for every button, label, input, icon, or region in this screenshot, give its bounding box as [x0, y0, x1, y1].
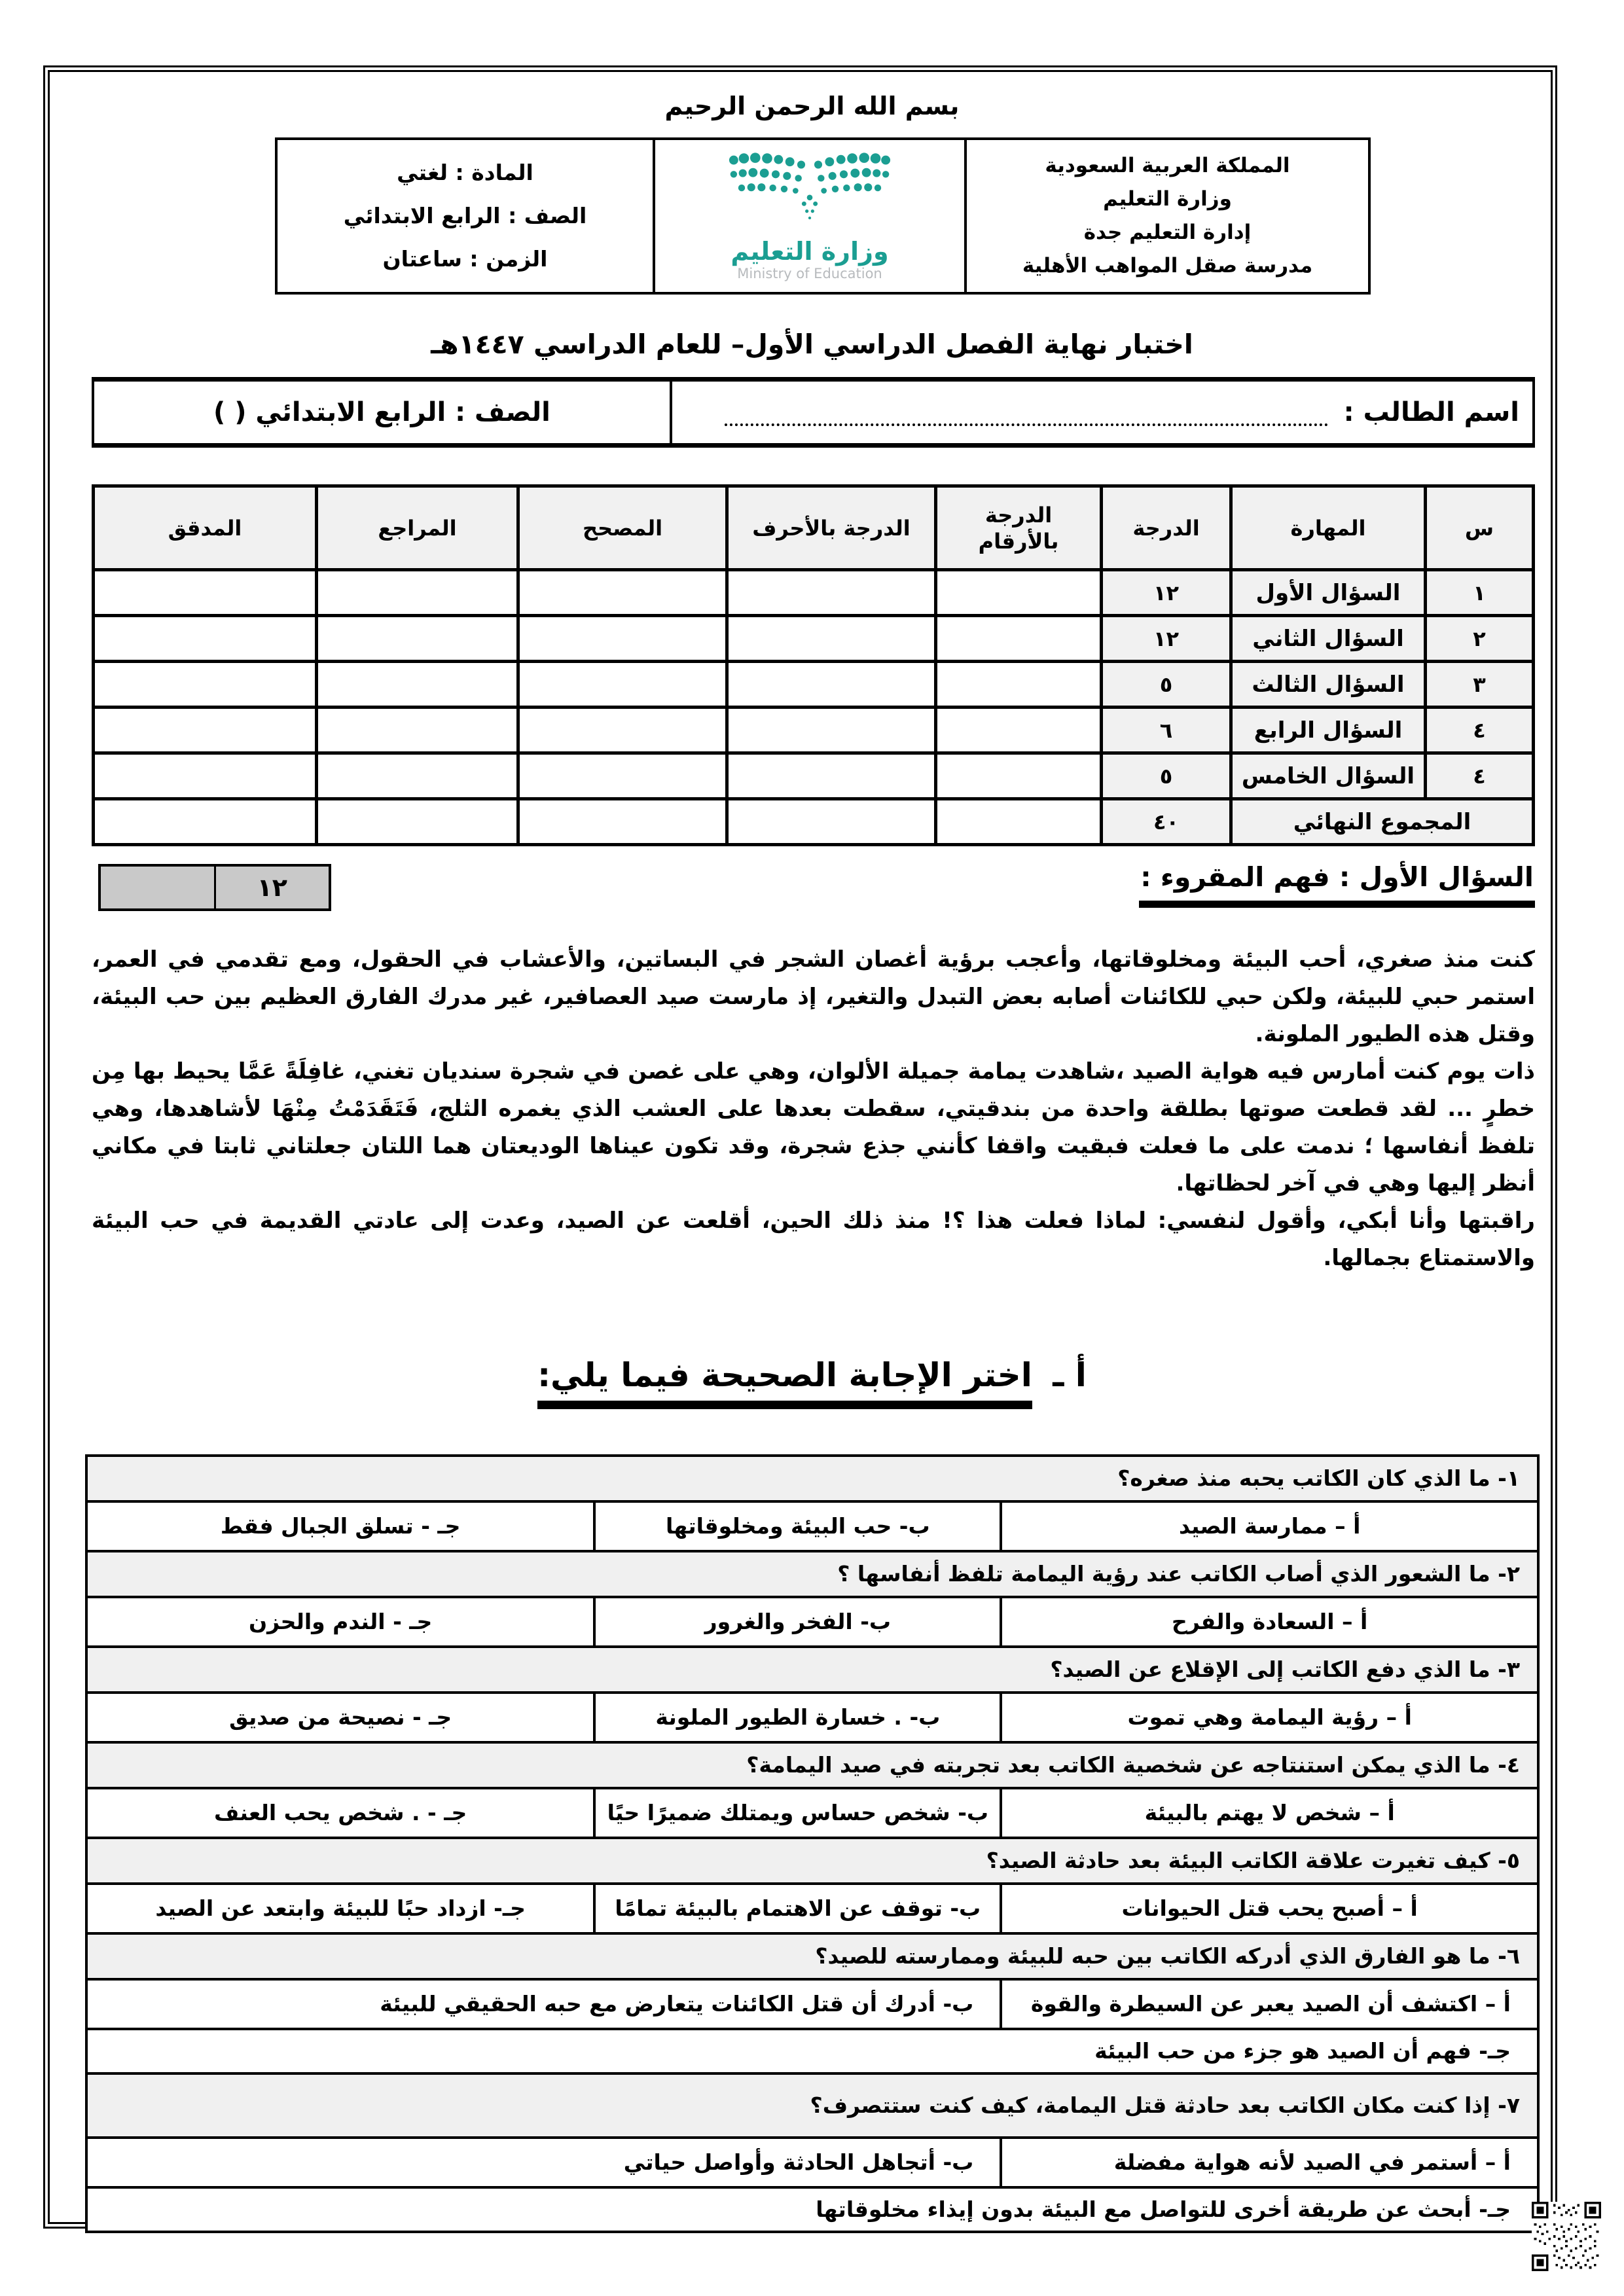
empty-cell: [727, 753, 936, 799]
question-number-cell: ٢: [1426, 616, 1534, 662]
section1-title: [1139, 861, 1535, 908]
empty-cell: [317, 616, 518, 662]
choose-heading-label: اختر الإجابة الصحيحة فيما يلي:: [537, 1356, 1032, 1409]
subject-line: المادة : لغتي: [397, 160, 533, 185]
student-info-box: [92, 377, 1535, 448]
question-text-cell: ١- ما الذي كان الكاتب يحبه منذ صغره؟: [86, 1456, 1538, 1501]
empty-cell: [936, 799, 1102, 845]
question-row: [86, 2073, 1538, 2138]
option-b-cell: ب- حب البيئة ومخلوقاتها: [594, 1501, 1001, 1551]
score-value-cell: ١٢: [214, 867, 329, 908]
empty-cell: [727, 662, 936, 708]
empty-cell: [936, 616, 1102, 662]
question-row: [86, 1647, 1538, 1693]
empty-cell: [94, 753, 317, 799]
student-name-cell: [670, 382, 1532, 443]
option-c-cell: جـ - تسلق الجبال فقط: [86, 1501, 594, 1551]
skill-cell: السؤال الأول: [1231, 570, 1426, 616]
options-row: [86, 2138, 1538, 2187]
exam-info-cell: [276, 139, 654, 293]
empty-cell: [317, 570, 518, 616]
choose-answer-heading: [0, 1356, 1624, 1394]
passage-paragraph: كنت منذ صغري، أحب البيئة ومخلوقاتها، وأعجب برؤية أغصان الشجر في البساتين، والأعشاب في الحقول، ومع تقدمي في العمر، استمر حبي للبيئة، ولكن حبي للكائنات أصابه بعض التبدل والتغير، إذ مارست صيد العصافير، غير مدرك الفارق العظيم بين حب البيئة، وقتل هذه الطيور الملونة.: [92, 946, 1535, 1047]
option-c-cell: جـ- فهم أن الصيد هو جزء من حب البيئة: [86, 2029, 1538, 2073]
empty-cell: [317, 708, 518, 753]
option-c-cell: جـ - نصيحة من صديق: [86, 1693, 594, 1742]
option-b-cell: ب- الفخر والغرور: [594, 1597, 1001, 1647]
bismillah-text: بسم الله الرحمن الرحيم: [664, 92, 960, 120]
skill-cell: السؤال الرابع: [1231, 708, 1426, 753]
option-b-cell: ب- أتجاهل الحادثة وأواصل حياتي: [86, 2138, 1001, 2187]
option-b-cell: ب- شخص حساس ويمتلك ضميرًا حيًا: [594, 1788, 1001, 1838]
empty-cell: [94, 662, 317, 708]
empty-cell: [518, 799, 727, 845]
options-row: [86, 1979, 1538, 2029]
question-text-cell: ٤- ما الذي يمكن استنتاجه عن شخصية الكاتب بعد تجربته في صيد اليمامة؟: [86, 1742, 1538, 1788]
option-c-cell: جـ- ازداد حبًا للبيئة وابتعد عن الصيد: [86, 1884, 594, 1933]
class-label: الصف : الرابع الابتدائي ( ): [213, 397, 550, 427]
options-row: [86, 1501, 1538, 1551]
question-row: [86, 1551, 1538, 1597]
ministry-line: مدرسة صقل المواهب الأهلية: [1022, 254, 1313, 278]
empty-cell: [94, 799, 317, 845]
passage-paragraph: راقبتها وأنا أبكي، وأقول لنفسي: لماذا فعلت هذا ؟! منذ ذلك الحين، أقلعت عن الصيد، وعدت إلى عادتي القديمة في حب البيئة والاستمتاع بجمالها.: [92, 1208, 1535, 1271]
marks-row: [94, 616, 1534, 662]
section1-title-text: السؤال الأول : فهم المقروء :: [1139, 861, 1535, 908]
empty-cell: [518, 708, 727, 753]
ministry-logo-icon: [712, 150, 908, 235]
marks-row: [94, 753, 1534, 799]
grade-cell: ٥: [1102, 753, 1231, 799]
question-text-cell: ٧- إذا كنت مكان الكاتب بعد حادثة قتل اليمامة، كيف كنت ستتصرف؟: [86, 2073, 1538, 2138]
skill-cell: السؤال الثالث: [1231, 662, 1426, 708]
marks-header-cell: المراجع: [317, 486, 518, 570]
empty-cell: [727, 799, 936, 845]
empty-cell: [518, 662, 727, 708]
exam-title: اختبار نهاية الفصل الدراسي الأول– للعام الدراسي ١٤٤٧هـ: [431, 329, 1193, 360]
option-c-cell: جـ - . شخص يحب العنف: [86, 1788, 594, 1838]
question-number-cell: ٤: [1426, 753, 1534, 799]
empty-cell: [94, 570, 317, 616]
ministry-line: وزارة التعليم: [1103, 187, 1232, 211]
empty-cell: [727, 570, 936, 616]
marks-table: [92, 484, 1535, 846]
option-c-row: [86, 2187, 1538, 2232]
option-a-cell: أ – أستمر في الصيد لأنه هواية مفضلة: [1001, 2138, 1538, 2187]
marks-header-cell: الدرجة بالأرقام: [936, 486, 1102, 570]
qr-code-icon: [1532, 2202, 1601, 2271]
score-empty-cell: [101, 867, 214, 908]
marks-header-cell: الدرجة بالأحرف: [727, 486, 936, 570]
student-name-line: [725, 399, 1328, 426]
logo-arabic-wordmark: وزارة التعليم: [731, 237, 889, 266]
options-row: [86, 1597, 1538, 1647]
empty-cell: [518, 753, 727, 799]
skill-cell: السؤال الثاني: [1231, 616, 1426, 662]
ministry-line: المملكة العربية السعودية: [1045, 154, 1290, 177]
question-text-cell: ٢- ما الشعور الذي أصاب الكاتب عند رؤية اليمامة تلفظ أنفاسها ؟: [86, 1551, 1538, 1597]
empty-cell: [727, 708, 936, 753]
option-c-cell: جـ- أبحث عن طريقة أخرى للتواصل مع البيئة بدون إيذاء مخلوقاتها: [86, 2187, 1538, 2232]
grade-cell: ١٢: [1102, 570, 1231, 616]
marks-header-cell: الدرجة: [1102, 486, 1231, 570]
empty-cell: [94, 708, 317, 753]
ministry-logo-cell: [654, 139, 965, 293]
question-number-cell: ٤: [1426, 708, 1534, 753]
option-a-cell: أ – ممارسة الصيد: [1001, 1501, 1538, 1551]
empty-cell: [317, 753, 518, 799]
question-number-cell: ١: [1426, 570, 1534, 616]
skill-cell: السؤال الخامس: [1231, 753, 1426, 799]
option-c-row: [86, 2029, 1538, 2073]
ministry-info-cell: [965, 139, 1369, 293]
empty-cell: [936, 753, 1102, 799]
choose-heading-prefix: أ ـ: [1053, 1356, 1087, 1394]
option-a-cell: أ – اكتشف أن الصيد يعبر عن السيطرة والقوة: [1001, 1979, 1538, 2029]
option-c-cell: جـ - الندم والحزن: [86, 1597, 594, 1647]
option-b-cell: ب- توقف عن الاهتمام بالبيئة تمامًا: [594, 1884, 1001, 1933]
section1-score-box: [98, 864, 331, 911]
empty-cell: [936, 662, 1102, 708]
empty-cell: [317, 662, 518, 708]
marks-header-cell: المهارة: [1231, 486, 1426, 570]
option-b-cell: ب- أدرك أن قتل الكائنات يتعارض مع حبه الحقيقي للبيئة: [86, 1979, 1001, 2029]
marks-row: [94, 662, 1534, 708]
empty-cell: [936, 708, 1102, 753]
options-row: [86, 1693, 1538, 1742]
empty-cell: [727, 616, 936, 662]
question-number-cell: ٣: [1426, 662, 1534, 708]
option-b-cell: ب- . خسارة الطيور الملونة: [594, 1693, 1001, 1742]
passage-paragraph: ذات يوم كنت أمارس فيه هواية الصيد ،شاهدت يمامة جميلة الألوان، وهي على غصن في شجرة سنديان تغني، غافِلَةً عَمَّا يحيط بها مِن خطرٍ ... لقد قطعت صوتها بطلقة واحدة من بندقيتي، سقطت بعدها على العشب الذي يغمره الثلج، فَتَقَدَمْتُ مِنْهَا لأشاهدها، وهي تلفظ أنفاسها ؛ ندمت على ما فعلت فبقيت واقفا كأنني جذع شجرة، وقد تكون عيناها الوديعتان هما اللتان جعلتاني ثابتا في مكاني أنظر إليها وهي في آخر لحظاتها.: [92, 1058, 1535, 1196]
marks-header-row: [94, 486, 1534, 570]
option-a-cell: أ – أصبح يحب قتل الحيوانات: [1001, 1884, 1538, 1933]
options-row: [86, 1884, 1538, 1933]
option-a-cell: أ – رؤية اليمامة وهي تموت: [1001, 1693, 1538, 1742]
marks-total-row: [94, 799, 1534, 845]
empty-cell: [518, 616, 727, 662]
marks-row: [94, 708, 1534, 753]
grade-cell: ٥: [1102, 662, 1231, 708]
marks-header-cell: المدقق: [94, 486, 317, 570]
option-a-cell: أ – السعادة والفرح: [1001, 1597, 1538, 1647]
question-text-cell: ٦- ما هو الفارق الذي أدركه الكاتب بين حبه للبيئة وممارسته للصيد؟: [86, 1933, 1538, 1979]
option-a-cell: أ – شخص لا يهتم بالبيئة: [1001, 1788, 1538, 1838]
marks-header-cell: المصحح: [518, 486, 727, 570]
grade-cell: ١٢: [1102, 616, 1231, 662]
logo-english-wordmark: Ministry of Education: [737, 266, 882, 281]
total-label-cell: المجموع النهائي: [1231, 799, 1534, 845]
mcq-table: [85, 1454, 1540, 2233]
grade-line: الصف : الرابع الابتدائي: [343, 203, 587, 228]
empty-cell: [936, 570, 1102, 616]
ministry-line: إدارة التعليم جدة: [1083, 221, 1252, 244]
question-text-cell: ٥- كيف تغيرت علاقة الكاتب البيئة بعد حادثة الصيد؟: [86, 1838, 1538, 1884]
marks-row: [94, 570, 1534, 616]
student-name-label: اسم الطالب :: [1343, 397, 1519, 427]
empty-cell: [317, 799, 518, 845]
marks-header-cell: س: [1426, 486, 1534, 570]
question-row: [86, 1456, 1538, 1501]
time-line: الزمن : ساعتان: [382, 246, 548, 272]
header-table: [275, 137, 1371, 295]
question-row: [86, 1742, 1538, 1788]
reading-passage: [92, 941, 1535, 1277]
question-text-cell: ٣- ما الذي دفع الكاتب إلى الإقلاع عن الصيد؟: [86, 1647, 1538, 1693]
empty-cell: [518, 570, 727, 616]
question-row: [86, 1838, 1538, 1884]
question-row: [86, 1933, 1538, 1979]
grade-cell: ٦: [1102, 708, 1231, 753]
options-row: [86, 1788, 1538, 1838]
total-value-cell: ٤٠: [1102, 799, 1231, 845]
empty-cell: [94, 616, 317, 662]
